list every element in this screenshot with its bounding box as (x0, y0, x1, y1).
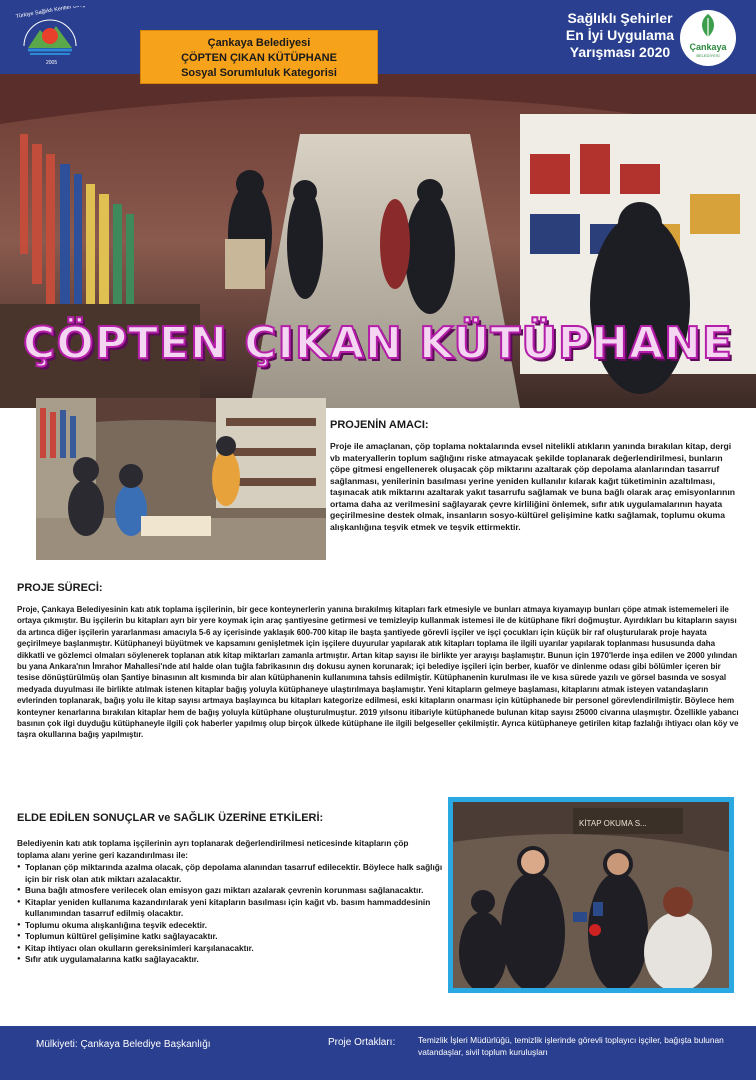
amac-heading: PROJENİN AMACI: (330, 419, 429, 431)
list-item: ● Buna bağlı atmosfere verilecek olan emisyon gazı miktarı azalarak çevrenin korunması sağlanacaktır. (17, 885, 447, 897)
amac-text: Proje ile amaçlanan, çöp toplama noktalarında evsel nitelikli atıkların yanında bırakılan kitap, dergi vb materyallerin toplum sağlığını riske atmayacak şekilde toplanarak değerlendirilmesi, bunların çöpe gitmesi engellenerek oluşacak çöp miktarını azaltarak çöp depolama alanlarından tasarruf sağlanması, yenilerinin basılması yerine yeniden kullanılır kılarak kağıt tüketiminin azaltılması, taşınacak atık miktarını azaltarak yakıt tasarrufu sağlamak ve buna bağlı olarak araç emisyonlarının ortama daha az verilmesini sağlayarak çevre kirliliğini önlemek, sıfır atık uygulamalarının hayata geçirilmesine destek olmak, insanların sosyo-kültürel gelişimine katkı sağlamak, toplumu okuma alışkanlığına teşvik etmek ve teşvik ettirmektir. (330, 441, 736, 532)
award-line-3: Yarışması 2020 (569, 44, 671, 60)
list-item: ● Toplumun kültürel gelişimine katkı sağlayacaktır. (17, 931, 447, 943)
surec-heading: PROJE SÜRECİ: (17, 582, 103, 594)
photo-sign-text: KİTAP OKUMA S... (579, 819, 647, 828)
sonuc-bullets (17, 862, 447, 966)
award-line-2: En İyi Uygulama (565, 27, 675, 43)
list-item: ● Toplanan çöp miktarında azalma olacak, çöp depolama alanından tasarruf edilecektir. Böylece halk sağlığı için bir risk olan atık miktarı azalacaktır. (17, 862, 447, 885)
cankaya-logo-name: Çankaya (689, 42, 727, 52)
footer-bar (0, 1026, 756, 1080)
org-line-1: Çankaya Belediyesi (207, 37, 311, 49)
list-item: ● Sıfır atık uygulamalarına katkı sağlayacaktır. (17, 954, 447, 966)
cankaya-logo-sub: BELEDİYESİ (696, 53, 720, 58)
leaf-icon (680, 10, 736, 40)
list-item: ● Kitaplar yeniden kullanıma kazandırılarak yeni kitapların basılması için kağıt vb. basım hammaddesinin kullanımından tasarruf edilmiş olacaktır. (17, 897, 447, 920)
award-title (540, 10, 700, 61)
org-line-3: Sosyal Sorumluluk Kategorisi (181, 67, 337, 79)
footer-partners-label: Proje Ortakları: (328, 1037, 396, 1048)
logo-year: 2005 (46, 60, 58, 66)
surec-text: Proje, Çankaya Belediyesinin katı atık toplama işçilerinin, bir gece konteynerlerin yanına bırakılmış kitapları fark etmesiyle ve bunları atmaya kıyamayıp bunları çöpe atmak istememeleri ile ortaya çıkmıştır. Bu işçilerin bu kitapları ayrı bir yere koymak için araç şantiyesine getirmesi ve temizleyip kullanmak istemesi ile de kütüphane fikri doğmuştur. Ayırdıkları bu kitapların sayısı da artınca diğer işçilerin yararlanması amacıyla 5-6 ay içerisinde yaklaşık 600-700 kitap ile başta şantiyede görevli işçiler ve işçi çocukları için küçük bir raf oluşturularak proje hayata geçirilmeye başlanmıştır. Kütüphaneyi büyütmek ve kapsamını genişletmek için işçilere duyurular yapılarak atık kitapları toplama ile ilgili uyarılar yapılarak toplanması hususunda daha dikkatli ve gözlemci olmaları söylenerek toplanan atık kitap miktarları zamanla artmıştır. Artan kitap sayısı ile birlikte yer arayışı başlamıştır. Bunun için 1970'lerde inşa edilen ve 2000 yılından bu yana Ankara'nın İmrahor Mahallesi'nde atıl halde olan tuğla fabrikasının dış dokusu aynen korunarak; içi belediye işçileri için berber, kuaför ve dinlenme odası gibi bölümler içeren bir tesise dönüştürülmüş olan Şantiye binasının alt kısmında bir alan kütüphanenin kullanımına tahsis edilmiştir. Kütüphanenin kurulması ile ve kısa sürede yazılı ve görsel basında ve sosyal medyada duyulması ile birlikte atılmak istenen kitaplar bağış yoluyla kütüphaneye ulaştırılmaya başlamıştır. Yeni kitapların gelmeye başlaması, kitaplarını atmak isteyen vatandaşların evlerinden toplanarak, bağış yolu ile kitap sayısı artmaya başlayınca bu kitapları kategorize edilmesi, eski kitapların onarması için kütüphanede bir personel görevlendirilmiştir. Böylece hem konteyner kenarlarına bırakılan kitaplar hem de bağış yoluyla kütüphane oluşturulmuştur. 2019 yılsonu itibariyle kütüphanede bulunan kitap sayısı 25000 civarına ulaşmıştır. Özellikle yabancı basının çok ilgi duyduğu kütüphaneyle ilgili çok haberler yapılmış olup birçok ülkede kütüphane ile ilgili belgeseller çekilmiştir. Ayrıca kütüphaneye getirilen kitap fazlalığı ihtiyacı olan köy ve taşra okullarına bağış yapılmıştır. (17, 605, 739, 740)
list-item: ● Kitap ihtiyacı olan okulların gereksinimleri karşılanacaktır. (17, 943, 447, 955)
poster-title: ÇÖPTEN ÇIKAN KÜTÜPHANE (23, 318, 733, 369)
logo-arc-text: Türkiye Sağlıklı Kentler Birliği (15, 6, 87, 20)
list-item: ● Toplumu okuma alışkanlığına teşvik edecektir. (17, 920, 447, 932)
footer-owner: Mülkiyeti: Çankaya Belediye Başkanlığı (36, 1039, 211, 1050)
header-bar (0, 0, 756, 74)
award-line-1: Sağlıklı Şehirler (567, 10, 673, 26)
press-event-photo (448, 797, 734, 993)
children-reading-photo (36, 398, 326, 560)
sonuc-intro: Belediyenin katı atık toplama işçilerinin ayrı toplanarak değerlendirilmesi neticesinde kitapların çöp toplama alanı yerine geri kazandırılması ile: (17, 838, 409, 860)
footer-partners-text: Temizlik İşleri Müdürlüğü, temizlik işlerinde görevli toplayıcı işçiler, bağışta bulunan vatandaşlar, sivil toplum kuruluşları (418, 1035, 724, 1057)
org-line-2: ÇÖPTEN ÇIKAN KÜTÜPHANE (181, 52, 337, 64)
sonuc-heading: ELDE EDİLEN SONUÇLAR ve SAĞLIK ÜZERİNE ETKİLERİ: (17, 812, 324, 824)
project-info-box (140, 30, 378, 84)
healthy-cities-logo (10, 6, 90, 68)
cankaya-logo (680, 10, 736, 66)
